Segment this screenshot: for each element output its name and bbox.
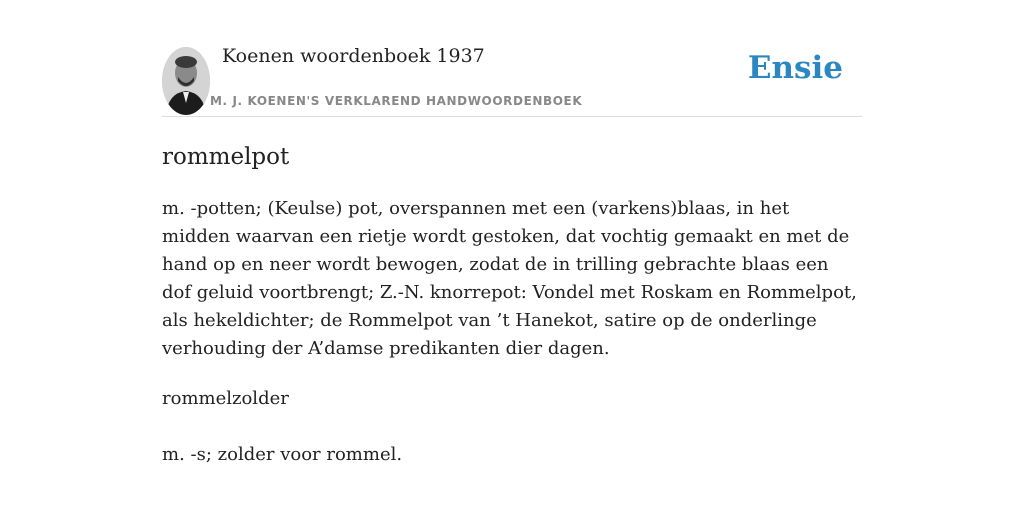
- entry-headword: rommelzolder: [162, 388, 289, 409]
- author-portrait-icon: [162, 47, 210, 115]
- entry-definition: m. -s; zolder voor rommel.: [162, 444, 403, 465]
- book-subtitle: M. J. KOENEN'S VERKLAREND HANDWOORDENBOEK: [210, 94, 583, 108]
- entry-definition: m. -potten; (Keulse) pot, overspannen met een (varkens)blaas, in het midden waarvan een rietje wordt gestoken, dat vochtig gemaakt en met de hand op en neer wordt bewogen, zodat de in trilling gebrachte blaas een dof geluid voortbrengt; Z.-N. knorrepot: Vondel met Roskam en Rommelpot, als hekeldichter; de Rommelpot van ’t Hanekot, satire op de onderlinge verhouding der A’damse predikanten dier dagen.: [162, 198, 857, 359]
- entry-headword: rommelpot: [162, 144, 290, 170]
- book-title[interactable]: Koenen woordenboek 1937: [222, 45, 485, 67]
- page-container: [162, 0, 862, 469]
- page-header: [162, 0, 862, 117]
- ensie-logo[interactable]: Ensie: [747, 50, 843, 86]
